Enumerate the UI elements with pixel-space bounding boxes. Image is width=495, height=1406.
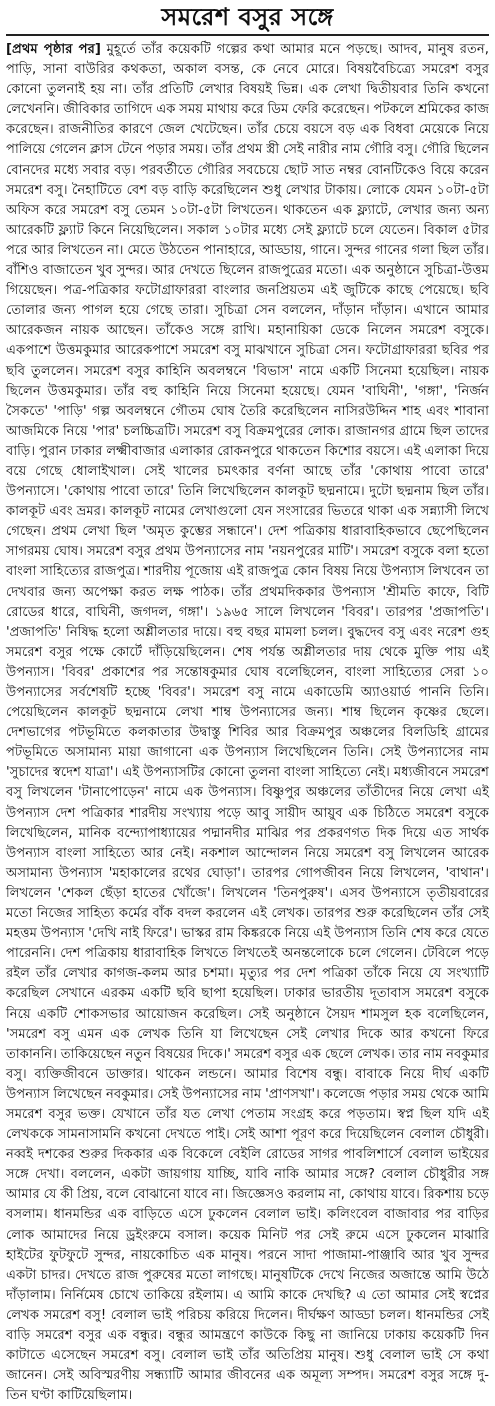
article-body-text: মুহূর্তে তাঁর কয়েকটি গল্পের কথা আমার মনে পড়ছে। আদব, মানুষ রতন, পাড়ি, সানা বাউরির কথকতা, অকাল বসন্ত, কে নেবে মোরে। বিষয়বৈচিত্র্যে সমরেশ বসুর কোনো তুলনাই হয় না। তাঁর প্রতিটি লেখার বিষয়ই ভিন্ন। এক লেখা দ্বিতীয়বার তিনি কখনো লেখেননি। জীবিকার তাগিদে এক সময় মাথায় করে ডিম ফেরি করেছেন। পটকলে শ্রমিকের কাজ করেছেন। রাজনীতির কারণে জেল খেটেছেন। তাঁর চেয়ে বয়সে বড় এক বিধবা মেয়েকে নিয়ে পালিয়ে গেলেন ক্লাস টেনে পড়ার সময়। তাঁর প্রথম স্ত্রী সেই নারীর নাম গৌরি বসু। গৌরি ছিলেন বোনদের মধ্যে সবার বড়। পরবর্তীতে গৌরির সবচেয়ে ছোট সাত নম্বর বোনটিকেও বিয়ে করেন সমরেশ বসু। নৈহাটিতে বেশ বড় বাড়ি করেছিলেন শুধু লেখার টাকায়। লোকে যেমন ১০টা-৫টা অফিস করে সমরেশ বসু তেমন ১০টা-৫টা লিখতেন। থাকতেন এক ফ্ল্যাটে, লেখার জন্য অন্য আরেকটি ফ্ল্যাট কিনে নিয়েছিলেন। সকাল ১০টার মধ্যে সেই ফ্ল্যাটে চলে যেতেন। বিকাল ৫টার পরে আর লিখতেন না। মেতে উঠতেন পানাহারে, আড্ডায়, গানে। সুন্দর গানের গলা ছিল তাঁর। বাঁশিও বাজাতেন খুব সুন্দর। আর দেখতে ছিলেন রাজপুত্রের মতো। এক অনুষ্ঠানে সুচিত্রা-উত্তম গিয়েছেন। পত্র-পত্রিকার ফটোগ্রাফাররা বাংলার জনপ্রিয়তম এই জুটিকে কাছে পেয়েছে। ছবি তোলার জন্য পাগল হয়ে গেছে তারা। সুচিত্রা সেন বললেন, দাঁড়ান দাঁড়ান। এখানে আমার আরেকজন নায়ক আছেন। তাঁকেও সঙ্গে রাখি। মহানায়িকা ডেকে নিলেন সমরেশ বসুকে। একপাশে উত্তমকুমার আরেকপাশে সমরেশ বসু মাঝখানে সুচিত্রা সেন। ফটোগ্রাফাররা ছবির পর ছবি তুললেন। সমরেশ বসুর কাহিনি অবলম্বনে 'বিভাস' নামে একটি সিনেমা হয়েছিল। নায়ক ছিলেন উত্তমকুমার। তাঁর বহু কাহিনি নিয়ে সিনেমা হয়েছে। যেমন 'বাঘিনী', 'গঙ্গা', 'নির্জন সৈকতে' 'পাড়ি' গল্প অবলম্বনে গৌতম ঘোষ তৈরি করেছিলেন নাসিরউদ্দিন শাহ এবং শাবানা আজমিকে নিয়ে 'পার' চলচ্চিত্রটি। সমরেশ বসু বিক্রমপুরের লোক। রাজানগর গ্রামে ছিল তাদের বাড়ি। পুরান ঢাকার লক্ষ্মীবাজার এলাকার রোকনপুরে থাকতেন কিশোর বয়সে। এই এলাকা দিয়ে বয়ে গেছে ধোলাইখাল। সেই খালের চমৎকার বর্ণনা আছে তাঁর 'কোথায় পাবো তারে' উপন্যাসে। 'কোথায় পাবো তারে' তিনি লিখেছিলেন কালকূট ছদ্মনামে। দুটো ছদ্মনাম ছিল তাঁর। কালকূট এবং ভ্রমর। কালকূট নামের লেখাগুলো যেন সংসারের ভিতরে থাকা এক সন্ন্যাসী লিখে গেছেন। প্রথম লেখা ছিল 'অমৃত কুম্ভের সন্ধানে'। দেশ পত্রিকায় ধারাবাহিকভাবে ছেপেছিলেন সাগরময় ঘোষ। সমরেশ বসুর প্রথম উপন্যাসের নাম 'নয়নপুরের মাটি'। সমরেশ বসুকে বলা হতো বাংলা সাহিত্যের রাজপুত্র। শারদীয় পূজোয় এই রাজপুত্র কোন বিষয় নিয়ে উপন্যাস লিখবেন তা দেখবার জন্য অপেক্ষা করত লক্ষ পাঠক। তাঁর প্রথমদিককার উপন্যাস 'শ্রীমতি কাফে, বিটি রোডের ধারে, বাঘিনী, জগদল, গঙ্গা'। ১৯৬৫ সালে লিখলেন 'বিবর'। তারপর 'প্রজাপতি'। 'প্রজাপতি' নিষিদ্ধ হলো অশ্লীলতার দায়ে। বহু বছর মামলা চলল। বুদ্ধদেব বসু এবং নরেশ গুহ সমরেশ বসুর পক্ষে কোর্টে দাঁড়িয়েছিলেন। শেষ পর্যন্ত অশ্লীলতার দায় থেকে মুক্তি পায় এই উপন্যাস। 'বিবর' প্রকাশের পর সন্তোষকুমার ঘোষ বলেছিলেন, বাংলা সাহিত্যের সেরা ১০ উপন্যাসের সর্বশেষটি হচ্ছে 'বিবর'। সমরেশ বসু নামে একাডেমি অ্যাওয়ার্ড পাননি তিনি। পেয়েছিলেন কালকূট ছদ্মনামে লেখা শাম্ব উপন্যাসের জন্য। শাম্ব ছিলেন কৃষ্ণের ছেলে। দেশভাগের পটভূমিতে কলকাতার উদ্বাস্তু শিবির আর বিক্রমপুর অঞ্চলের বিলডিহি গ্রামের পটভূমিতে অসামান্য মায়া জাগানো এক উপন্যাস লিখেছিলেন তিনি। সেই উপন্যাসের নাম 'সুচাদের স্বদেশ যাত্রা'। এই উপন্যাসটির কোনো তুলনা বাংলা সাহিত্যে নেই। মধ্যজীবনে সমরেশ বসু লিখলেন 'টানাপোড়েন' নামে এক উপন্যাস। বিষ্ণুপুর অঞ্চলের তাঁতীদের নিয়ে লেখা এই উপন্যাস দেশ পত্রিকার শারদীয় সংখ্যায় পড়ে আবু সায়ীদ আয়ুব এক চিঠিতে সমরেশ বসুকে লিখেছিলেন, মানিক বন্দ্যোপাধ্যায়ের পদ্মানদীর মাঝির পর প্রকরণগত দিক দিয়ে এত সার্থক উপন্যাস বাংলা সাহিত্যে আর নেই। নকশাল আন্দোলন নিয়ে সমরেশ বসু লিখলেন আরেক অসামান্য উপন্যাস 'মহাকালের রথের ঘোড়া'। তারপর গোপজীবন নিয়ে লিখলেন, 'বাথান'। লিখলেন 'শেকল ছেঁড়া হাতের খোঁজে'। লিখলেন 'তিনপুরুষ'। এসব উপন্যাসে তৃতীয়বারের মতো নিজের সাহিত্য কর্মের বাঁক বদল করলেন এই লেখক। তারপর শুরু করেছিলেন তাঁর সেই মহত্তম উপন্যাস 'দেখি নাই ফিরে'। ভাস্কর রাম কিঙ্করকে নিয়ে এই উপন্যাস তিনি শেষ করে যেতে পারেননি। দেশ পত্রিকায় ধারাবাহিক লিখতে লিখতেই অনন্তলোকে চলে গেলেন। টেবিলে পড়ে রইল তাঁর লেখার কাগজ-কলম আর চশমা। মৃত্যুর পর দেশ পত্রিকা তাঁকে নিয়ে যে সংখ্যাটি করেছিল সেখানে এরকম একটি ছবি ছাপা হয়েছিল। ঢাকার ভারতীয় দূতাবাস সমরেশ বসুকে নিয়ে একটি শোকসভার আয়োজন করেছিল। সেই অনুষ্ঠানে সৈয়দ শামসুল হক বলেছিলেন, 'সমরেশ বসু এমন এক লেখক তিনি যা লিখেছেন সেই লেখার দিকে আর কখনো ফিরে তাকাননি। তাকিয়েছেন নতুন বিষয়ের দিকে।' সমরেশ বসুর এক ছেলে লেখক। তার নাম নবকুমার বসু। ব্যক্তিজীবনে ডাক্তার। থাকেন লন্ডনে। আমার বিশেষ বন্ধু। বাবাকে নিয়ে দীর্ঘ একটি উপন্যাস লিখেছেন নবকুমার। সেই উপন্যাসের নাম 'প্রাণসখা'। কলেজে পড়ার সময় থেকে আমি সমরেশ বসুর ভক্ত। যেখানে তাঁর যত লেখা পেতাম সংগ্রহ করে পড়তাম। স্বপ্ন ছিল যদি এই লেখককে সামনাসামনি কখনো দেখতে পাই। সেই আশা পূরণ করে দিয়েছিলেন বেলাল চৌধুরী। নব্বই দশকের শুরুর দিককার এক বিকেলে বেইলি রোডের সাগর পাবলিশার্সে বেলাল ভাইয়ের সঙ্গে দেখা। বললেন, একটা জায়গায় যাচ্ছি, যাবি নাকি আমার সঙ্গে? বেলাল চৌধুরীর সঙ্গ আমার যে কী প্রিয়, বলে বোঝানো যাবে না। জিজ্ঞেসও করলাম না, কোথায় যাবে। রিকশায় চড়ে বসলাম। ধানমন্ডির এক বাড়িতে এসে ঢুকলেন বেলাল ভাই। কলিংবেল বাজাবার পর বাড়ির লোক আমাদের নিয়ে ড্রইংরুমে বসাল। কয়েক মিনিট পর সেই রুমে এসে ঢুকলেন মাঝারি হাইটের ফুটফুটে সুন্দর, নায়কোচিত এক মানুষ। পরনে সাদা পাজামা-পাঞ্জাবি আর খুব সুন্দর একটা চাদর। দেখতে রাজ পুরুষের মতো লাগছে। মানুষটিকে দেখে নিজের অজান্তে আমি উঠে দাঁড়ালাম। নির্নিমেষ চোখে তাকিয়ে রইলাম। এ আমি কাকে দেখছি? এ তো আমার সেই স্বপ্নের লেখক সমরেশ বসু! বেলাল ভাই পরিচয় করিয়ে দিলেন। দীর্ঘক্ষণ আড্ডা চলল। ধানমন্ডির সেই বাড়ি সমরেশ বসুর এক বন্ধুর। বন্ধুর আমন্ত্রণে কাউকে কিছু না জানিয়ে ঢাকায় কয়েকটি দিন কাটাতে এসেছেন সমরেশ বসু। বেলাল ভাই তাঁর অতিপ্রিয় মানুষ। শুধু বেলাল ভাই সে কথা জানেন। সেই অবিস্মরণীয় সন্ধ্যাটি আমার জীবনের এক অমূল্য সম্পদ। সমরেশ বসুর সঙ্গে দু-তিন ঘণ্টা কাটিয়েছিলাম।: [6, 42, 489, 1404]
title-divider: [6, 34, 489, 36]
article-title: সমরেশ বসুর সঙ্গে: [161, 3, 334, 31]
article-body-column: [6, 40, 489, 1404]
continuation-note: [প্রথম পৃষ্ঠার পর]: [6, 42, 101, 57]
